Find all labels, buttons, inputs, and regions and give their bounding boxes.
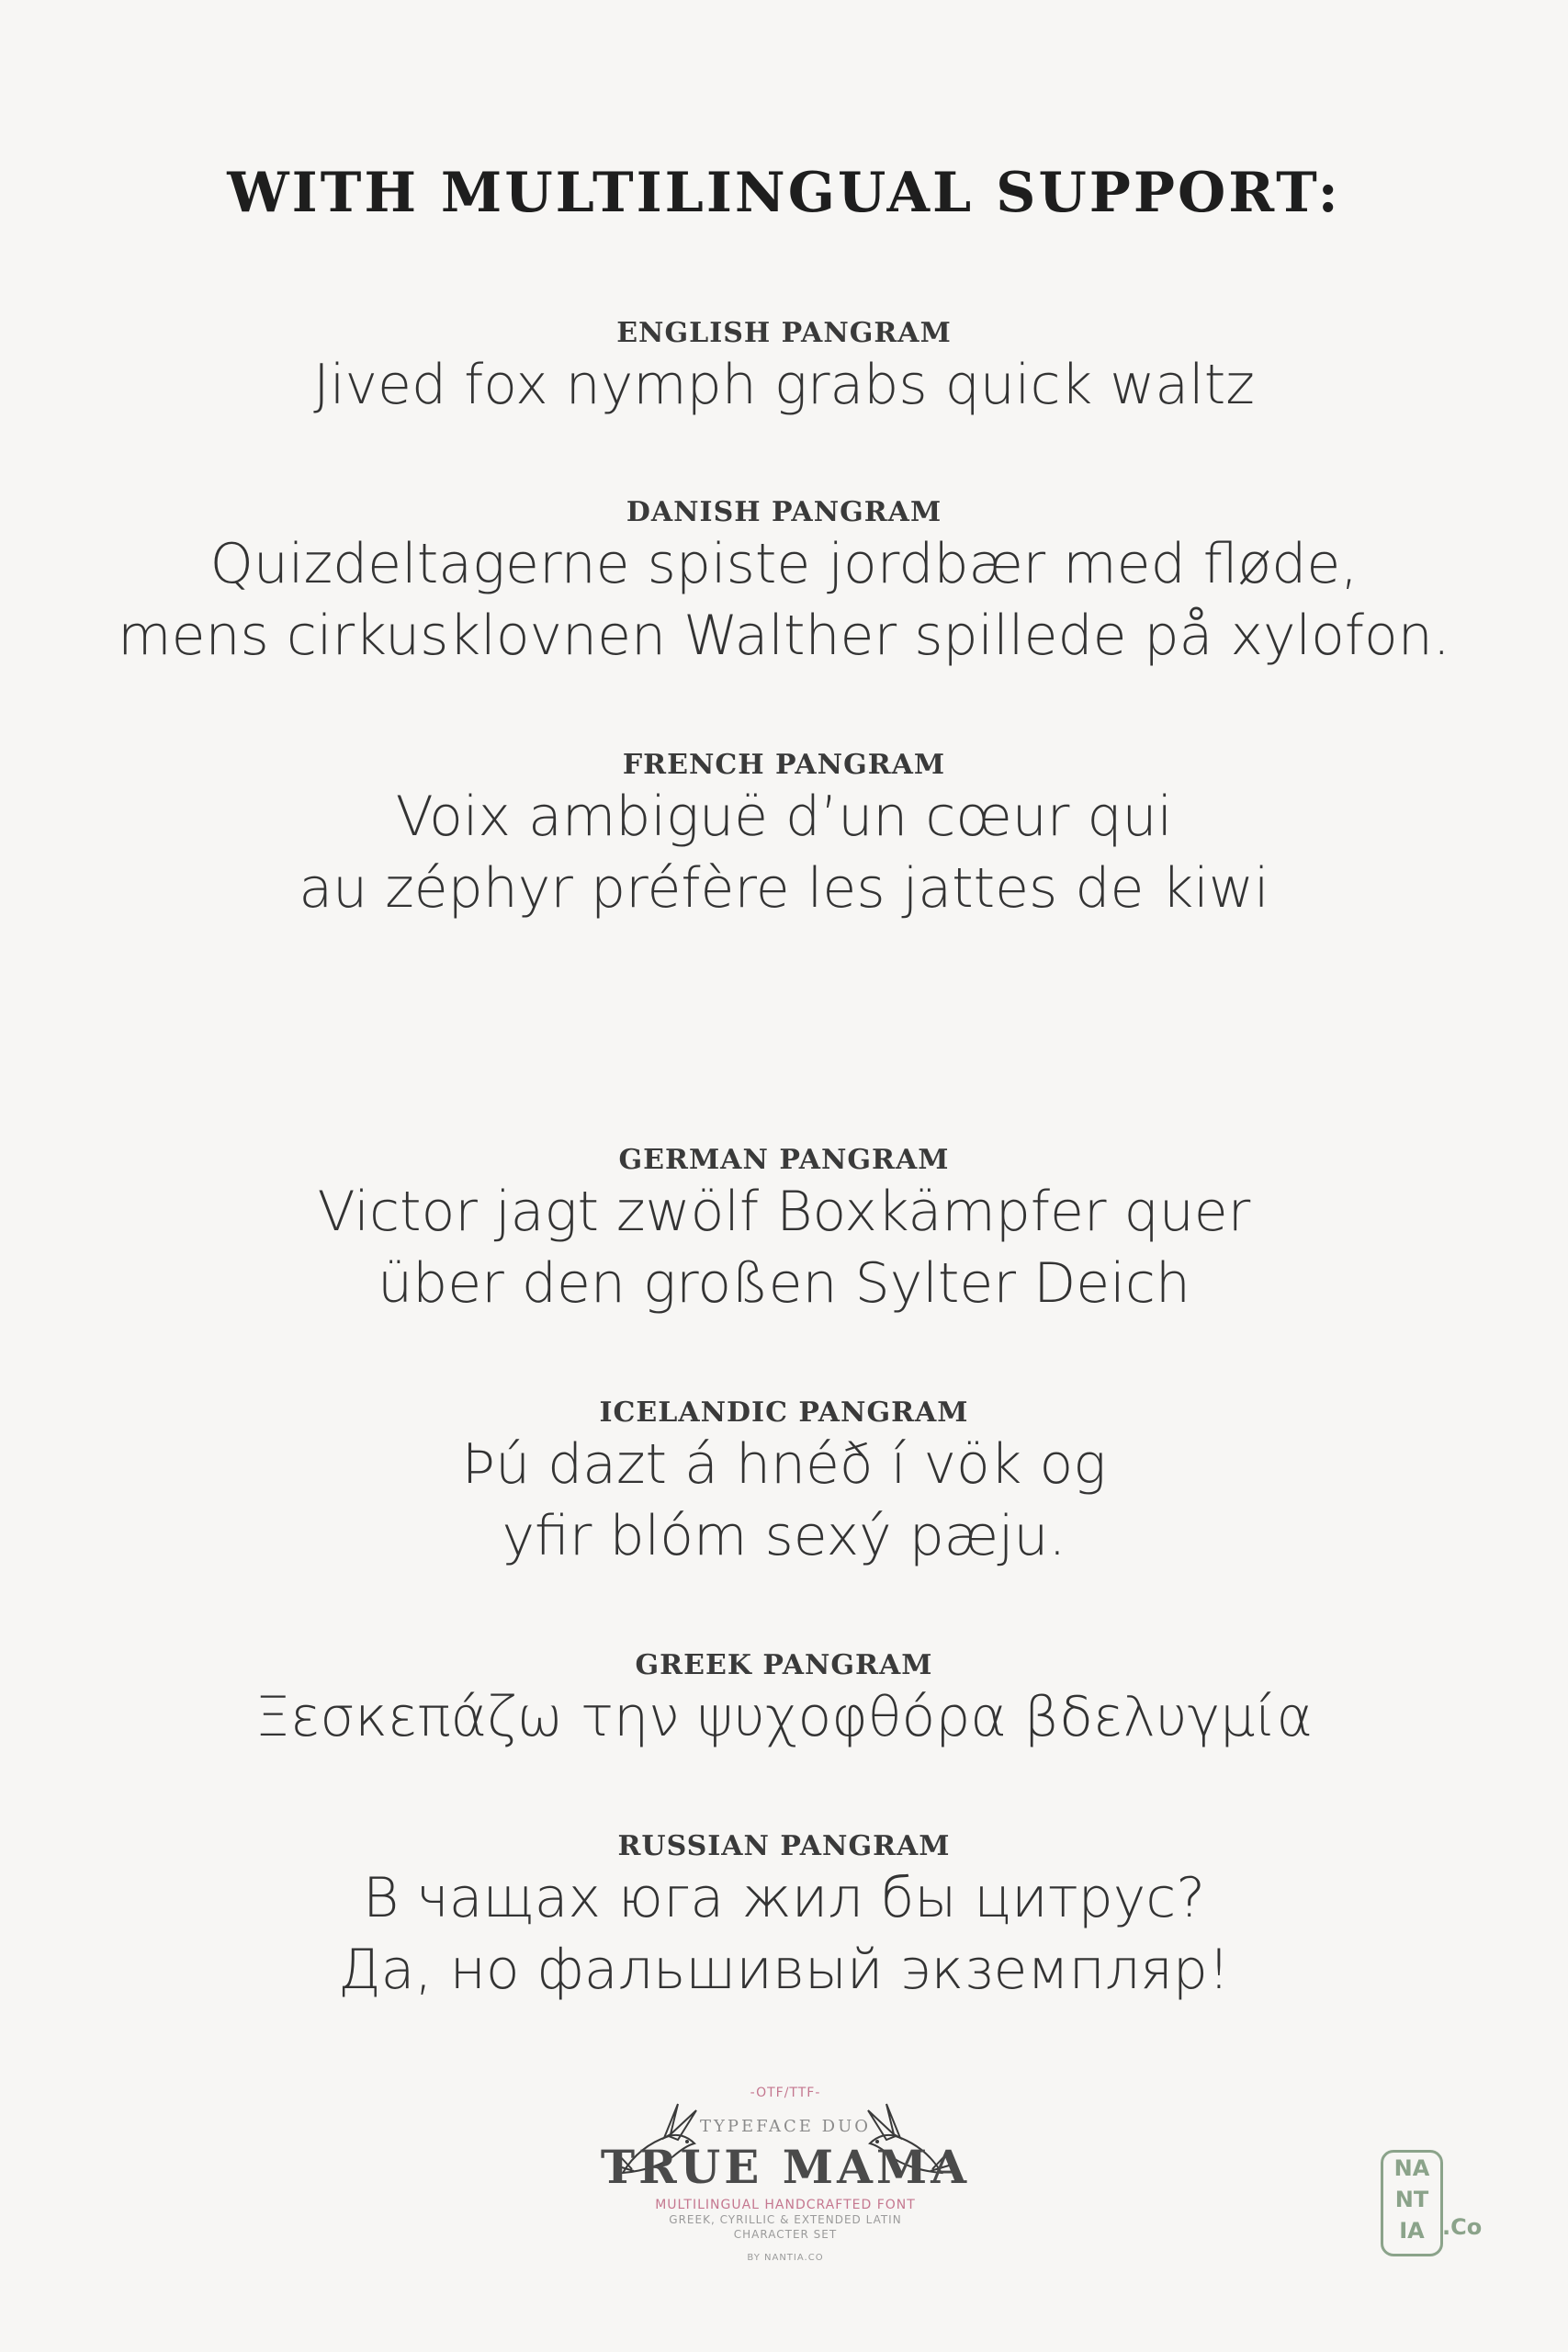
pangram-line: Quizdeltagerne spiste jordbær med fløde, — [209, 532, 1359, 596]
pangram-label: FRENCH PANGRAM — [622, 749, 946, 781]
pangram-danish — [0, 496, 1568, 672]
pangram-line: über den großen Sylter Deich — [378, 1251, 1190, 1316]
nantia-logo — [1381, 2150, 1443, 2256]
pangram-label: DANISH PANGRAM — [626, 496, 942, 528]
pangram-line: yfir blóm sexý pæju. — [502, 1504, 1066, 1568]
logo-row: IA — [1399, 2218, 1425, 2244]
pangram-line: Þú dazt á hnéð í vök og — [461, 1432, 1107, 1497]
pangram-line: Victor jagt zwölf Boxkämpfer quer — [317, 1180, 1251, 1244]
pangram-russian — [0, 1830, 1568, 2006]
typeface-label: TYPEFACE DUO — [699, 2117, 872, 2136]
pangram-label: ENGLISH PANGRAM — [616, 317, 952, 349]
logo-row: NT — [1394, 2187, 1429, 2212]
pangram-english — [0, 317, 1568, 421]
pangram-line: Ξεσκεπάζω την ψυχοφθόρα βδελυγμία — [254, 1685, 1314, 1749]
pangram-label: GREEK PANGRAM — [635, 1649, 933, 1681]
pangram-line: mens cirkusklovnen Walther spillede på xylofon. — [118, 604, 1450, 668]
brand-footer — [514, 2086, 1056, 2263]
pangram-icelandic — [0, 1396, 1568, 1572]
pangram-label: GERMAN PANGRAM — [618, 1144, 950, 1176]
font-subtitle: MULTILINGUAL HANDCRAFTED FONT — [655, 2198, 916, 2212]
pangram-line: au zéphyr préfère les jattes de kiwi — [299, 856, 1269, 921]
pangram-line: Да, но фальшивый экземпляр! — [338, 1938, 1230, 2002]
logo-suffix: .Co — [1442, 2214, 1483, 2240]
pangram-french — [0, 749, 1568, 924]
logo-row: NA — [1393, 2155, 1430, 2181]
font-name: TRUE MAMA — [600, 2140, 971, 2194]
pangram-line: В чащах юга жил бы цитрус? — [362, 1866, 1206, 1930]
format-tag: -OTF/TTF- — [750, 2086, 821, 2100]
support-line-1: GREEK, CYRILLIC & EXTENDED LATIN — [669, 2213, 902, 2226]
byline: BY NANTIA.CO — [747, 2253, 824, 2263]
pangram-label: RUSSIAN PANGRAM — [617, 1830, 951, 1862]
page-heading: WITH MULTILINGUAL SUPPORT: — [227, 161, 1341, 225]
pangram-label: ICELANDIC PANGRAM — [599, 1396, 969, 1429]
support-line-2: CHARACTER SET — [733, 2228, 838, 2241]
pangram-greek — [0, 1649, 1568, 1753]
pangram-line: Jived fox nymph grabs quick waltz — [313, 353, 1255, 417]
pangram-line: Voix ambiguë d’un cœur qui — [395, 785, 1173, 849]
pangram-german — [0, 1144, 1568, 1319]
